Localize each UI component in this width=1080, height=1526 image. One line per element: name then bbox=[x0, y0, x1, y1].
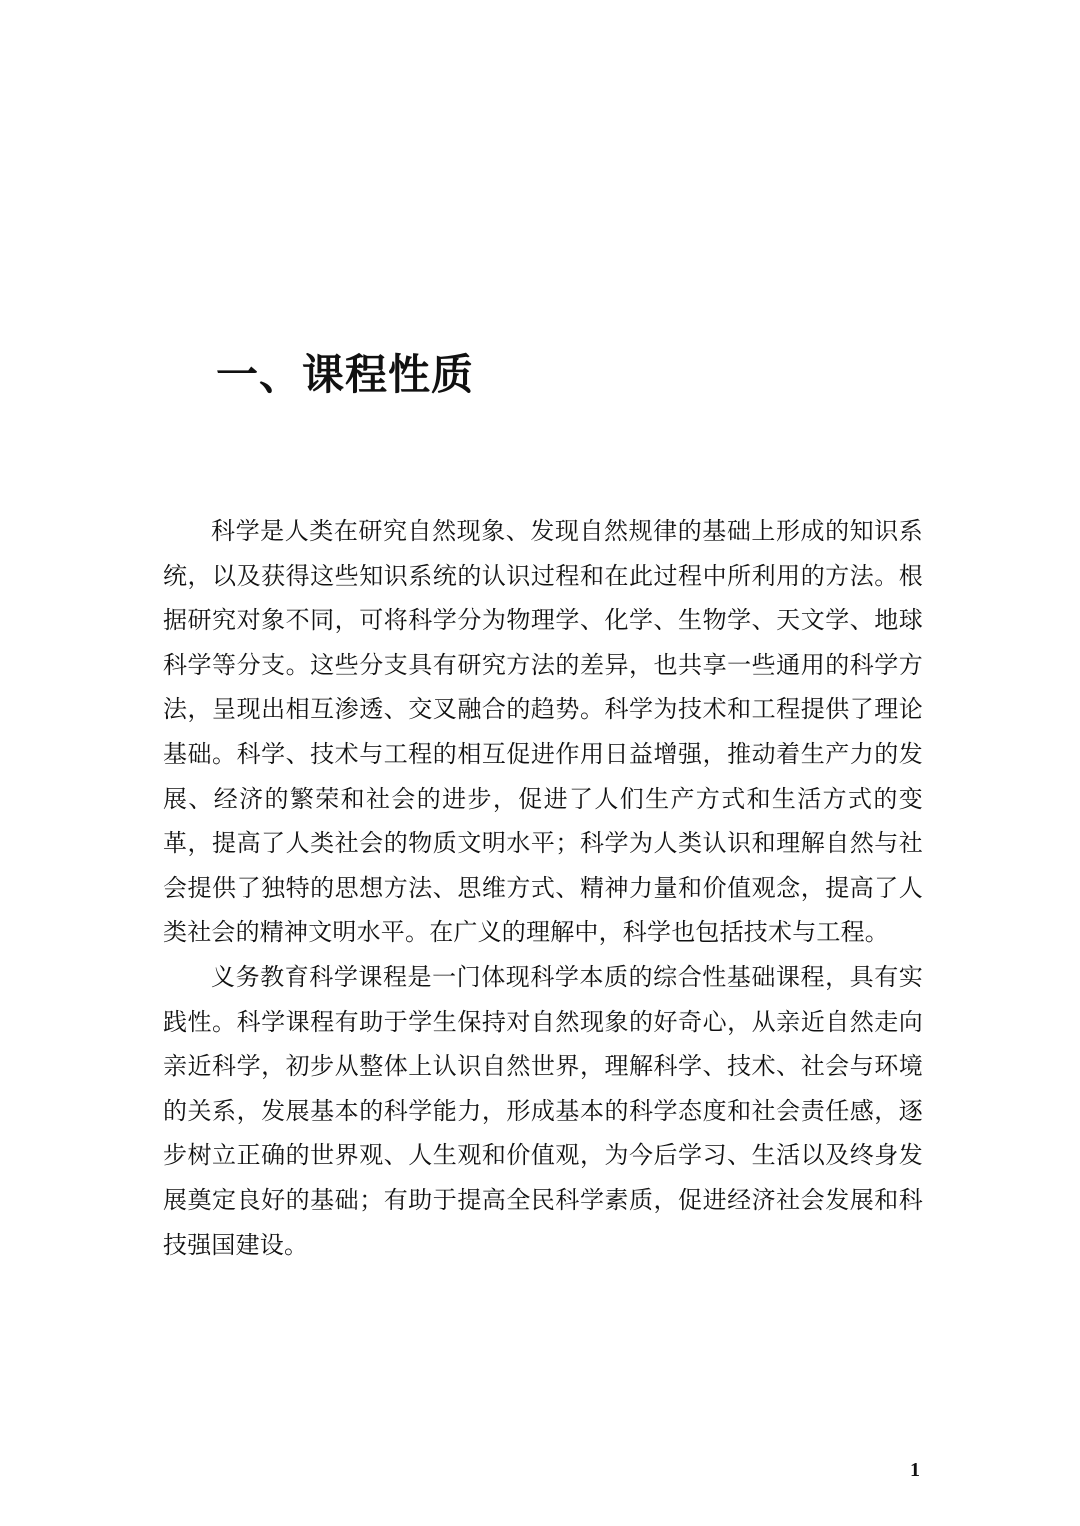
paragraph-course-description: 义务教育科学课程是一门体现科学本质的综合性基础课程，具有实践性。科学课程有助于学生保持对自然现象的好奇心，从亲近自然走向亲近科学，初步从整体上认识自然世界，理解科学、技术、社会与环境的关系，发展基本的科学能力，形成基本的科学态度和社会责任感，逐步树立正确的世界观、人生观和价值观，为今后学习、生活以及终身发展奠定良好的基础；有助于提高全民科学素质，促进经济社会发展和科技强国建设。 bbox=[163, 962, 923, 1259]
body-text bbox=[163, 509, 923, 1267]
page-number: 1 bbox=[910, 1459, 920, 1481]
paragraph-science-definition: 科学是人类在研究自然现象、发现自然规律的基础上形成的知识系统，以及获得这些知识系统的认识过程和在此过程中所利用的方法。根据研究对象不同，可将科学分为物理学、化学、生物学、天文学、地球科学等分支。这些分支具有研究方法的差异，也共享一些通用的科学方法，呈现出相互渗透、交叉融合的趋势。科学为技术和工程提供了理论基础。科学、技术与工程的相互促进作用日益增强，推动着生产力的发展、经济的繁荣和社会的进步，促进了人们生产方式和生活方式的变革，提高了人类社会的物质文明水平；科学为人类认识和理解自然与社会提供了独特的思想方法、思维方式、精神力量和价值观念，提高了人类社会的精神文明水平。在广义的理解中，科学也包括技术与工程。 bbox=[163, 517, 923, 947]
section-heading: 一、课程性质 bbox=[216, 350, 475, 399]
